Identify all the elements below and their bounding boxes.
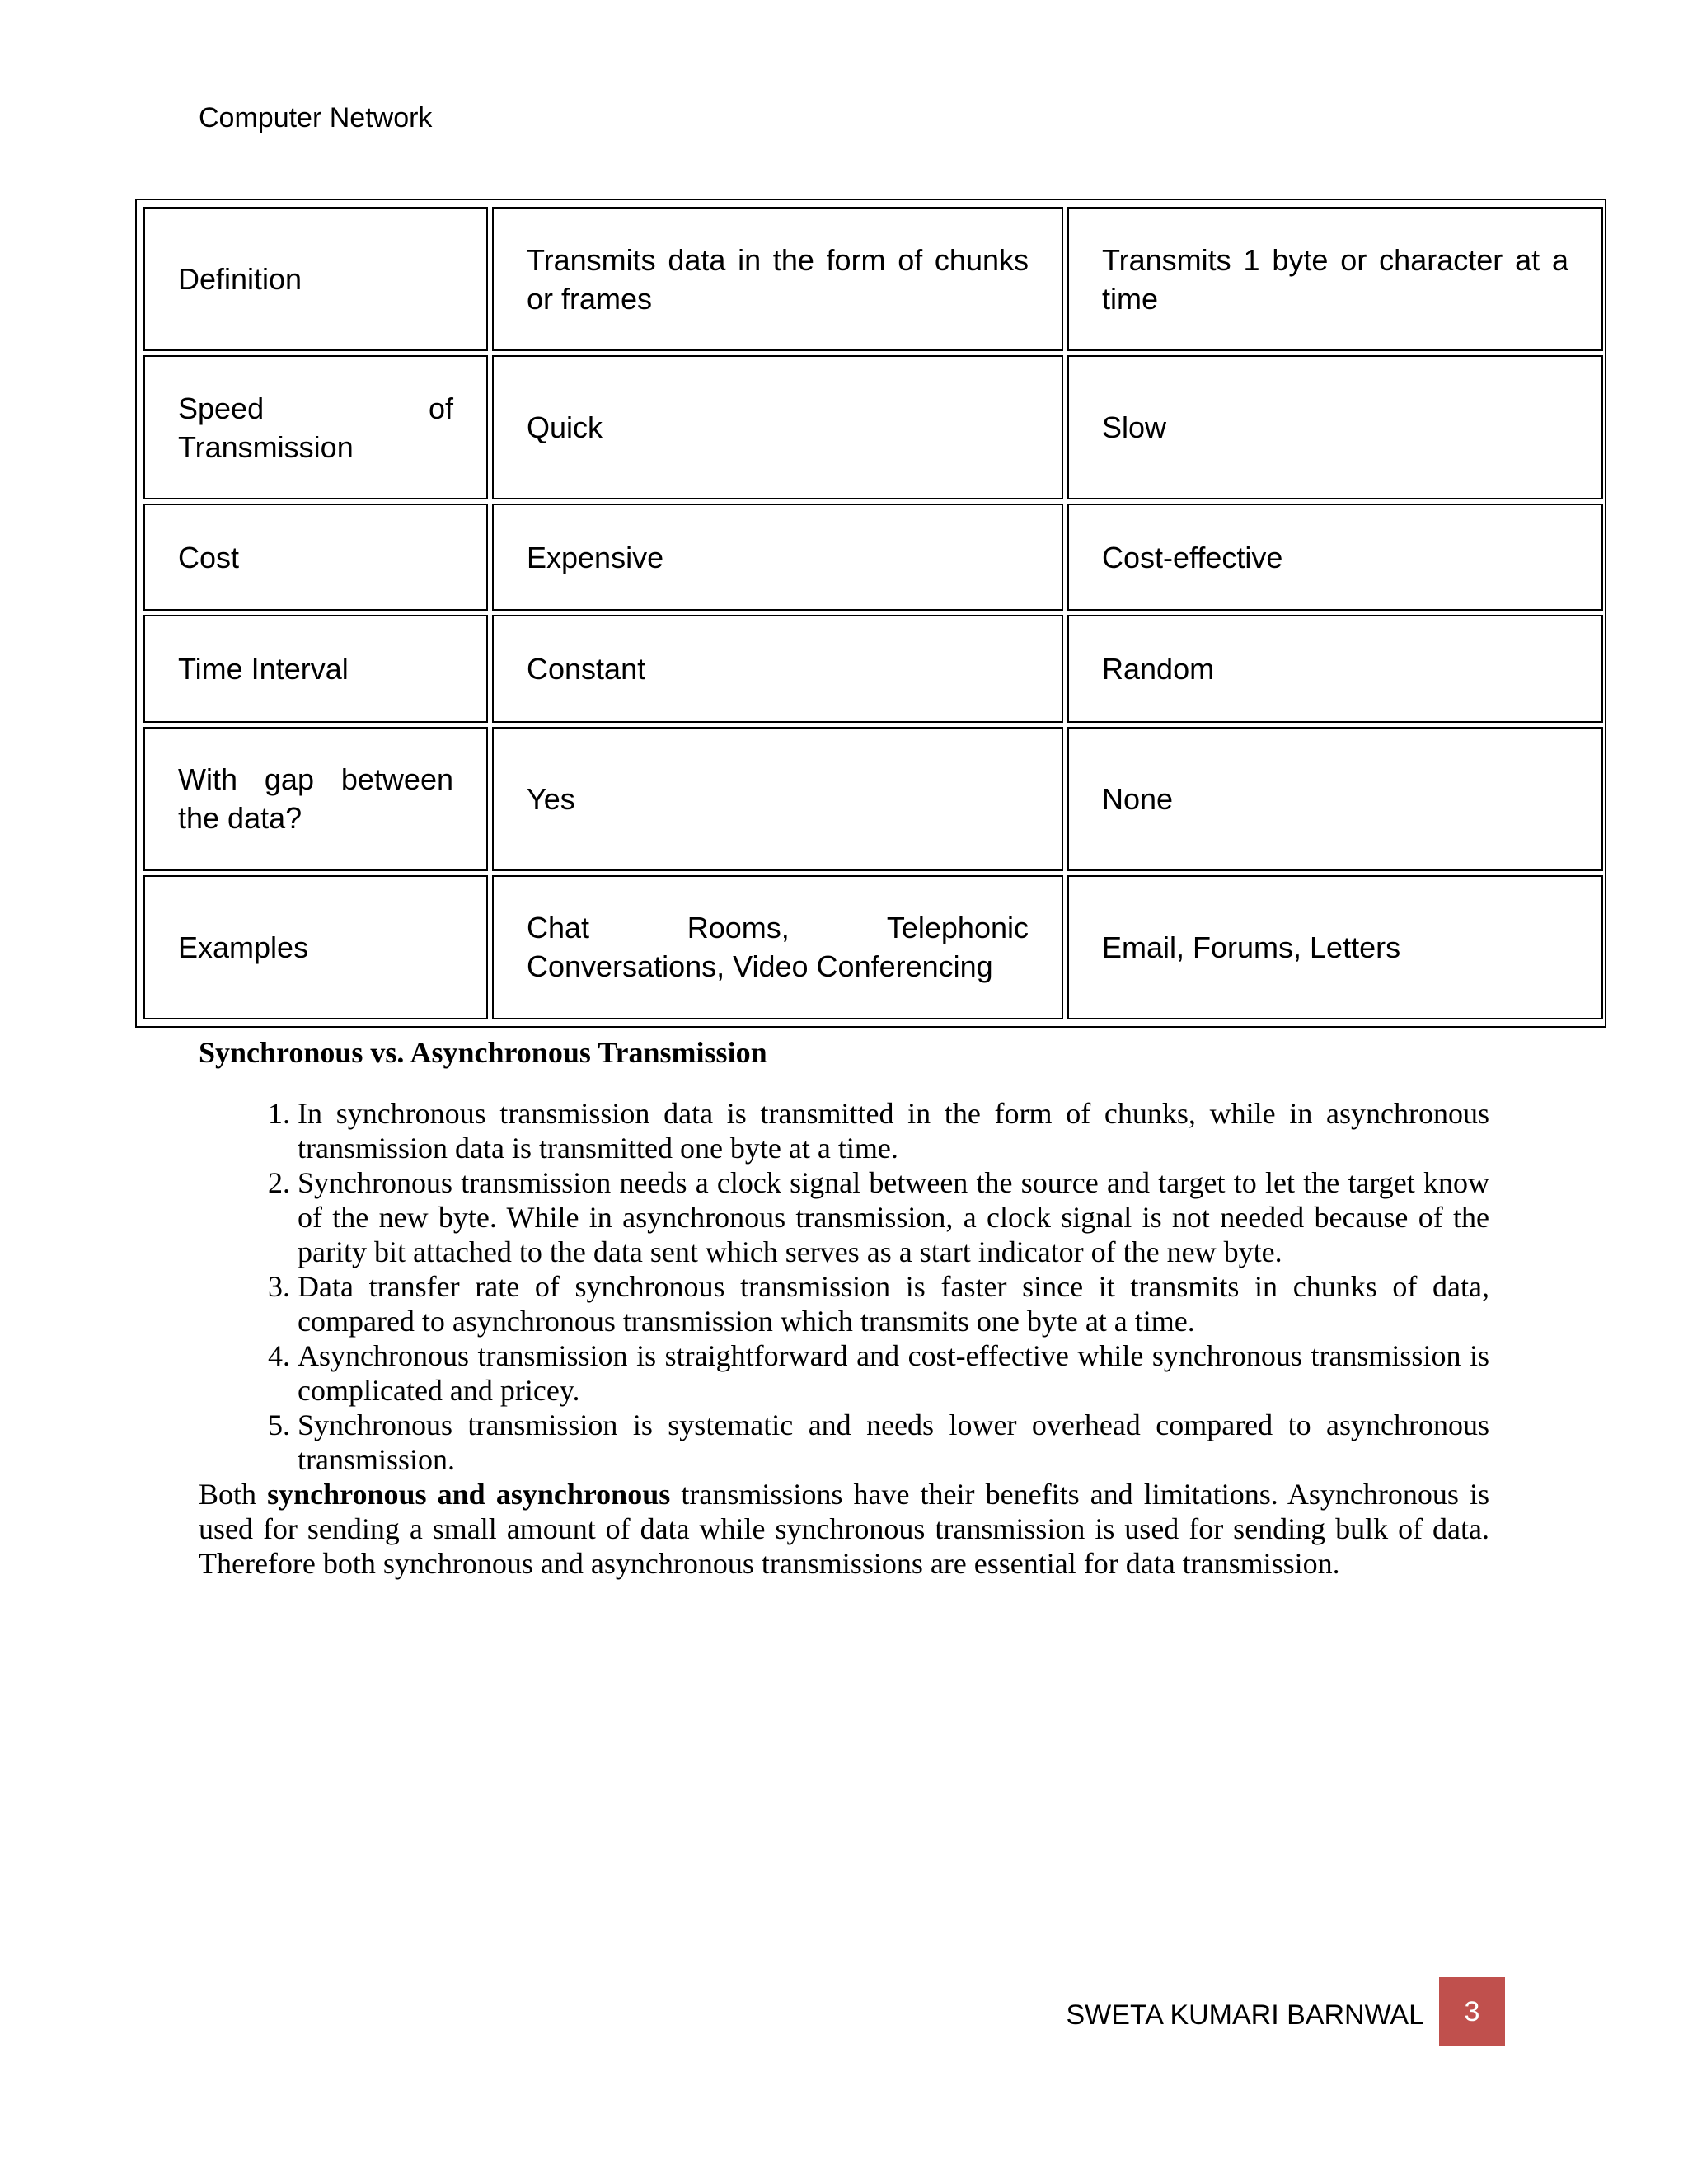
list-item: 5. Synchronous transmission is systematic and needs lower overhead compared to asynchronous transmission. (298, 1408, 1489, 1477)
asynchronous-cell: Email, Forums, Letters (1067, 875, 1603, 1019)
asynchronous-cell: Slow (1067, 355, 1603, 499)
synchronous-cell: Quick (492, 355, 1063, 499)
table-row (143, 875, 1603, 1019)
synchronous-cell: Yes (492, 727, 1063, 871)
comparison-list (199, 1096, 1489, 1477)
comparison-section (199, 1032, 1489, 1581)
asynchronous-cell: None (1067, 727, 1603, 871)
footer-author: SWETA KUMARI BARNWAL (1066, 1999, 1424, 2031)
synchronous-cell: Constant (492, 615, 1063, 722)
list-item: 4. Asynchronous transmission is straightforward and cost-effective while synchronous transmission is complicated and pricey. (298, 1338, 1489, 1408)
closing-paragraph (199, 1477, 1489, 1581)
list-item: 1. In synchronous transmission data is transmitted in the form of chunks, while in asynchronous transmission data is transmitted one byte at a time. (298, 1096, 1489, 1165)
comparison-table (135, 199, 1606, 1028)
section-title: Synchronous vs. Asynchronous Transmission (199, 1036, 767, 1069)
asynchronous-cell: Transmits 1 byte or character at a time (1067, 207, 1603, 351)
synchronous-cell: Expensive (492, 504, 1063, 611)
row-label: Examples (143, 875, 488, 1019)
list-item: 2. Synchronous transmission needs a clock signal between the source and target to let the target know of the new byte. While in asynchronous transmission, a clock signal is not needed because of the parity bit attached to the data sent which serves as a start indicator of the new byte. (298, 1165, 1489, 1269)
row-label: With gap between the data? (143, 727, 488, 871)
table-row (143, 355, 1603, 499)
closing-bold: synchronous and asynchronous (267, 1478, 671, 1511)
list-item: 3. Data transfer rate of synchronous transmission is faster since it transmits in chunks of data, compared to asynchronous transmission which transmits one byte at a time. (298, 1269, 1489, 1338)
asynchronous-cell: Cost-effective (1067, 504, 1603, 611)
closing-rest: transmissions have their benefits and limitations. Asynchronous is used for sending a small amount of data while synchronous transmission is used for sending bulk of data. Therefore both synchronous and asynchronous transmissions are essential for data transmission. (199, 1478, 1490, 1580)
row-label: Speed of Transmission (143, 355, 488, 499)
running-header: Computer Network (199, 102, 433, 134)
table-row (143, 207, 1603, 351)
row-label: Cost (143, 504, 488, 611)
table-row (143, 504, 1603, 611)
table-row (143, 615, 1603, 722)
synchronous-cell: Chat Rooms, Telephonic Conversations, Video Conferencing (492, 875, 1063, 1019)
closing-prefix: Both (199, 1478, 257, 1511)
row-label: Time Interval (143, 615, 488, 722)
table-row (143, 727, 1603, 871)
row-label: Definition (143, 207, 488, 351)
page-number-badge: 3 (1439, 1977, 1505, 2046)
asynchronous-cell: Random (1067, 615, 1603, 722)
synchronous-cell: Transmits data in the form of chunks or frames (492, 207, 1063, 351)
